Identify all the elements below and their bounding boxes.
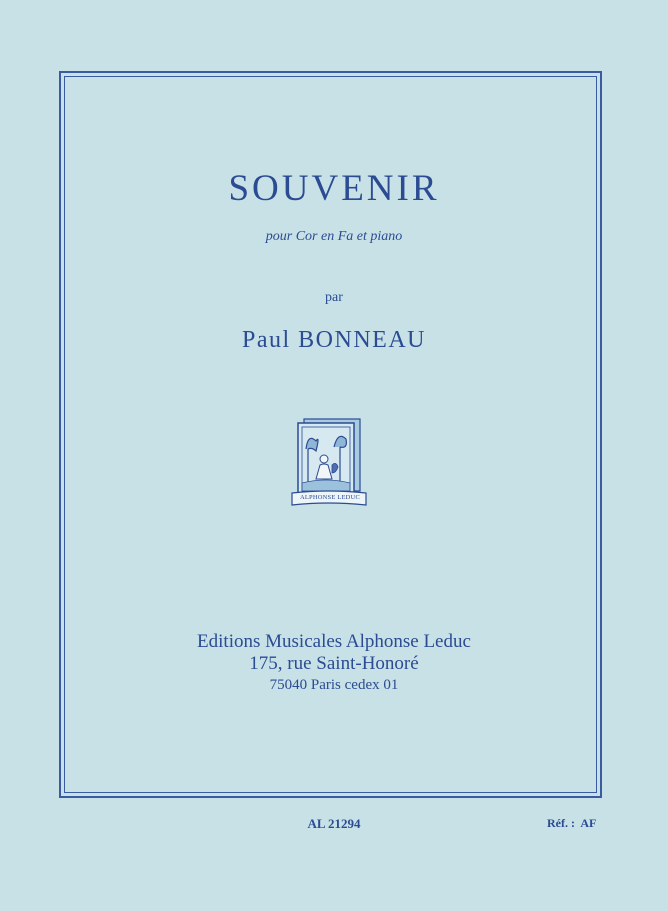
publisher-city: 75040 Paris cedex 01	[269, 677, 399, 693]
catalog-number: AL 21294	[307, 816, 361, 831]
publisher-name: Editions Musicales Alphonse Leduc	[197, 631, 471, 652]
reference-code: Réf. : AF	[547, 816, 597, 830]
publisher-emblem-icon	[290, 413, 370, 513]
publisher-street: 175, rue Saint-Honoré	[249, 653, 419, 674]
score-title: SOUVENIR	[228, 168, 440, 209]
composer-name: Paul BONNEAU	[242, 327, 426, 353]
instrumentation-subtitle: pour Cor en Fa et piano	[265, 229, 403, 244]
publisher-emblem-banner: ALPHONSE LEDUC	[299, 494, 361, 501]
by-label: par	[325, 290, 343, 305]
